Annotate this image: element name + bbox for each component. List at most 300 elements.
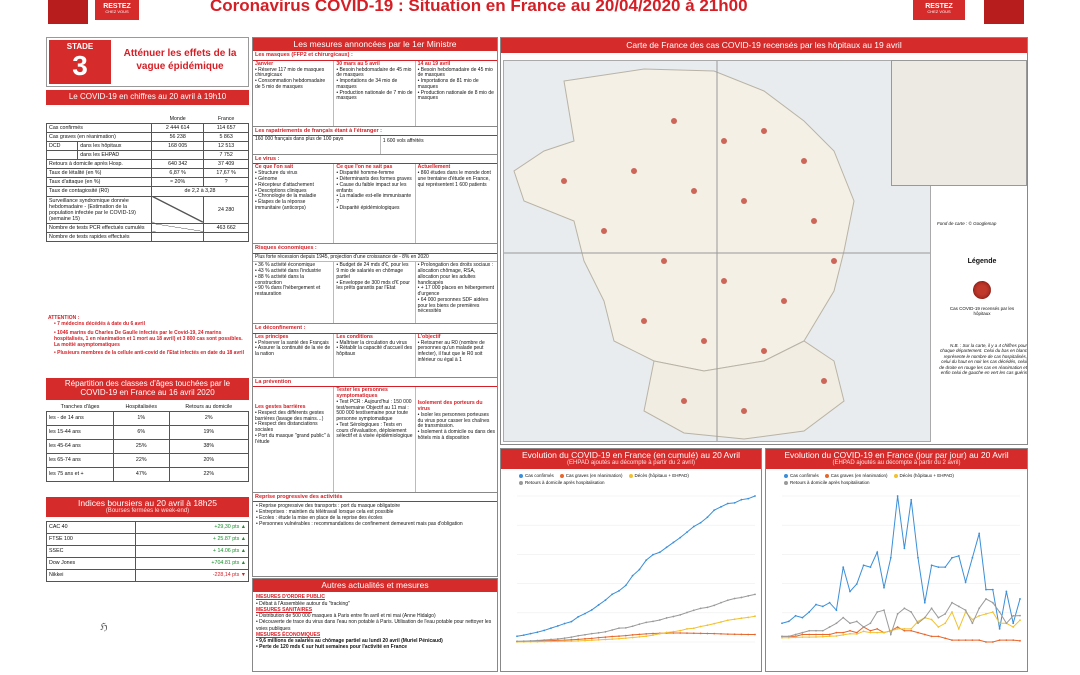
data-point <box>537 632 539 634</box>
bullet-text: Descriptions cliniques <box>258 187 307 194</box>
bullet-text: Distribution de 500 000 masques à Paris entre fin avril et mi mai (Anne Hidalgo) <box>259 613 436 620</box>
data-point <box>618 636 620 638</box>
bullet-text: Production nationale de 8 mio de masques <box>417 89 494 102</box>
col-head: Isolement des porteurs du virus <box>417 399 483 412</box>
legende-item: Cas COVID-19 recensés par les hôpitaux <box>949 306 1015 317</box>
row-france: ? <box>204 178 249 187</box>
data-point <box>904 628 906 630</box>
emblem-right <box>984 0 1024 24</box>
data-point <box>910 499 912 501</box>
data-point <box>666 632 668 634</box>
data-point <box>842 617 844 619</box>
data-point <box>700 626 702 628</box>
data-point <box>632 637 634 639</box>
data-point <box>605 639 607 641</box>
data-point <box>849 623 851 625</box>
row-monde: 56 238 <box>152 132 204 141</box>
logo-line2-right: CHEZ VOUS <box>927 9 951 14</box>
emblem-left <box>48 0 88 24</box>
bullet: • Disparité homme-femme <box>336 170 395 177</box>
bullet: • Isolement à domicile ou dans des hôtels mis à disposition <box>417 429 496 441</box>
bullet-text: 88 % activité dans la construction <box>255 273 304 286</box>
bullet: • Préserver la santé des Français <box>255 339 329 346</box>
bullet: • Production nationale de 8 mio de masques <box>417 89 494 102</box>
indices-table <box>46 521 249 582</box>
data-point <box>897 628 899 630</box>
data-point <box>727 620 729 622</box>
data-point <box>1012 640 1014 642</box>
table-row <box>47 232 249 241</box>
table-row <box>47 132 249 141</box>
data-point <box>679 614 681 616</box>
col-head: Actuellement <box>417 164 451 171</box>
bullet-text: La maladie est-elle immunisante ? <box>336 193 412 205</box>
data-point <box>720 506 722 508</box>
data-point <box>734 634 736 636</box>
bullet: • Structure du virus <box>255 170 298 177</box>
surveillance-value: 24 280 <box>204 196 249 223</box>
data-point <box>876 632 878 634</box>
row-france: 5 863 <box>204 132 249 141</box>
data-point <box>598 637 600 639</box>
bullet-text: Importations de 34 mio de masques <box>336 78 398 90</box>
data-point <box>693 628 695 630</box>
data-point <box>938 567 940 569</box>
rapatriement-right: 1 600 vols affrétés <box>382 137 424 144</box>
data-point <box>543 641 545 643</box>
data-point <box>700 522 702 524</box>
data-point <box>720 602 722 604</box>
reprise-title: Reprise progressive des activités <box>253 493 497 502</box>
data-point <box>707 607 709 609</box>
chart-cumul <box>500 448 762 672</box>
deconf-col <box>416 334 497 377</box>
data-point <box>659 633 661 635</box>
bullet-text: Ecoles : étude la mise en place de la reprise des écoles <box>259 514 383 521</box>
col-head: Les conditions <box>336 333 373 340</box>
bullet: • 90 % dans l'hébergement et restauration <box>255 285 321 298</box>
data-point <box>700 608 702 610</box>
data-point <box>992 589 994 591</box>
data-point <box>795 637 797 639</box>
data-point <box>808 630 810 632</box>
bullet-text: Isolement à domicile ou dans des hôtels mis à disposition <box>417 429 496 441</box>
data-point <box>747 498 749 500</box>
attention-item: • 1046 marins du Charles De Gaulle infectés par le Covid-19, 24 marins hospitalisés, 1 en réanimation et 1 mort au 18 avril) et 3 800 cas sont possibles. La moitié asymptomatiques <box>54 329 243 348</box>
legend-swatch <box>784 474 788 478</box>
data-point <box>951 557 953 559</box>
table-row <box>47 169 249 178</box>
data-point <box>530 640 532 642</box>
row-monde: 6,87 % <box>152 169 204 178</box>
bullet-text: Cause du faible impact sur les enfants <box>336 181 407 194</box>
ages-head: Hospitalisées <box>125 403 157 410</box>
data-point <box>815 630 817 632</box>
bullet-text: Perte de 120 mds € sur huit semaines pour l'activité en France <box>259 644 408 651</box>
data-point <box>836 632 838 634</box>
ages-head: Retours au domicile <box>185 403 233 410</box>
data-point <box>904 548 906 550</box>
bullet-text: Isoler les personnes porteuses du virus pour casser les chaînes de transmission. <box>417 411 490 430</box>
data-point <box>734 619 736 621</box>
data-point <box>999 640 1001 642</box>
data-point <box>958 606 960 608</box>
legend-item: Cas confirmés <box>519 473 554 478</box>
table-row <box>47 160 249 169</box>
table-row <box>47 533 249 545</box>
data-point <box>788 621 790 623</box>
row-label: Retours à domicile après Hosp. <box>47 160 152 169</box>
restez-chez-vous-logo-right <box>913 0 965 20</box>
data-point <box>870 567 872 569</box>
data-point <box>972 623 974 625</box>
deconf-col <box>253 334 334 377</box>
legend-swatch <box>825 474 829 478</box>
data-point <box>944 623 946 625</box>
data-point <box>890 634 892 636</box>
data-point <box>958 628 960 630</box>
stade-number: 3 <box>72 50 88 82</box>
data-point <box>856 584 858 586</box>
data-point <box>686 633 688 635</box>
bullet-text: 860 études dans le monde dont une trentaine d'étude en France, qui représentent 1 600 patients <box>417 170 491 188</box>
data-point <box>1019 615 1021 617</box>
data-point <box>686 628 688 630</box>
data-point <box>829 627 831 629</box>
bullet: • Cause du faible impact sur les enfants <box>336 181 407 194</box>
bullet: • 88 % activité dans la construction <box>255 273 304 286</box>
data-point <box>917 557 919 559</box>
legend-item: Cas confirmés <box>784 473 819 478</box>
data-point <box>999 612 1001 614</box>
bullet-text: Respect des différents gestes barrières (lavage des mains…) <box>255 409 324 422</box>
data-point <box>727 503 729 505</box>
data-point <box>1012 623 1014 625</box>
data-point <box>870 623 872 625</box>
rapatriement-left: 160 000 français dans plus de 100 pays <box>253 136 381 154</box>
data-point <box>870 632 872 634</box>
indices-title: Indices boursiers au 20 avril à 18h25 <box>78 498 217 508</box>
data-point <box>523 635 525 637</box>
table-row <box>47 569 249 581</box>
col-france: France <box>217 115 235 122</box>
data-point <box>883 632 885 634</box>
data-point <box>849 630 851 632</box>
bullet-text: Respect des distanciations sociales <box>255 421 318 434</box>
logo-line1-right: RESTEZ <box>925 3 953 10</box>
bullet-text: Reprise progressive des transports : port du masque obligatoire <box>259 503 401 510</box>
data-point <box>707 517 709 519</box>
age-cell: les 15-44 ans <box>47 425 114 439</box>
data-point <box>829 602 831 604</box>
data-point <box>992 642 994 644</box>
ages-head: Tranches d'âges <box>60 403 100 410</box>
data-point <box>938 627 940 629</box>
data-point <box>815 604 817 606</box>
age-cell: 25% <box>113 439 169 453</box>
row-monde: 2 444 614 <box>152 123 204 132</box>
data-point <box>516 636 518 638</box>
bullet-text: Assurer la continuité de la vie de la nation <box>255 345 331 358</box>
data-point <box>734 598 736 600</box>
chiffres-section <box>46 90 249 242</box>
data-point <box>707 625 709 627</box>
bullet: • Descriptions cliniques <box>255 187 307 194</box>
table-row <box>47 151 249 160</box>
age-cell: 1% <box>113 411 169 425</box>
stade-label: STADE <box>66 42 94 51</box>
data-point <box>605 600 607 602</box>
data-point <box>842 632 844 634</box>
ages-section <box>46 378 249 482</box>
bullet-text: Entreprises : maintien du télétravail lorsque cela est possible <box>259 509 394 516</box>
data-point <box>713 633 715 635</box>
data-point <box>591 638 593 640</box>
data-point <box>938 636 940 638</box>
col-head: Tester les personnes symptomatiques <box>336 386 388 399</box>
data-point <box>829 636 831 638</box>
data-point <box>543 640 545 642</box>
data-point <box>639 634 641 636</box>
row-label: dans les hôpitaux <box>80 143 122 150</box>
bullet: • Déterminants des formes graves <box>336 176 412 182</box>
bullet-text: Personnes vulnérables : recommandations de confinement demeurent mais pas d'obligation <box>259 520 463 527</box>
bullet-text: 90 % dans l'hébergement et restauration <box>255 285 321 298</box>
bullet-text: Budget de 24 mds d'€, pour les 9 mio de salariés en chômage partiel <box>336 262 409 280</box>
chart-cumul-title: Evolution du COVID-19 en France (en cumulé) au 20 Avril <box>521 450 741 460</box>
data-point <box>611 639 613 641</box>
data-point <box>564 623 566 625</box>
data-point <box>802 637 804 639</box>
data-point <box>863 627 865 629</box>
age-cell: 47% <box>113 467 169 481</box>
age-cell: 19% <box>169 425 249 439</box>
bullet: • Test PCR : Aujourd'hui : 150 000 test/semaine Objectif au 11 mai : 500 000 test/semaine pour toute personne symptomatique <box>336 398 412 423</box>
bullet: • Production nationale de 7 mio de masques <box>336 89 413 102</box>
stade-box <box>46 37 249 87</box>
data-point <box>972 557 974 559</box>
table-row <box>47 545 249 557</box>
data-point <box>611 594 613 596</box>
data-point <box>693 610 695 612</box>
data-point <box>673 542 675 544</box>
bullet-text: Réserve 117 mio de masques chirurgicaux <box>255 66 325 79</box>
title-date: 20/04/2020 à 21h00 <box>595 0 748 15</box>
ages-table <box>46 403 249 482</box>
table-row <box>47 439 249 453</box>
bullet-text: Besoin hebdomadaire de 45 mio de masques <box>336 66 412 79</box>
data-point <box>611 630 613 632</box>
data-point <box>557 638 559 640</box>
data-point <box>802 632 804 634</box>
table-row <box>47 467 249 481</box>
legend-swatch <box>784 481 788 485</box>
arrow-up-icon: ▲ <box>240 560 246 567</box>
bullet-text: Prolongation des droits sociaux : allocation chômage, RSA, allocation pour les adultes handicapés <box>417 262 494 286</box>
table-row <box>47 557 249 569</box>
legend-item: Cas graves (en réanimation) <box>560 473 623 478</box>
autres-section <box>252 578 498 672</box>
index-name: SSEC <box>47 545 136 557</box>
data-point <box>564 638 566 640</box>
bullet: • Isoler les personnes porteuses du virus pour casser les chaînes de transmission. <box>417 411 490 430</box>
data-point <box>924 617 926 619</box>
bullet: • Consommation hebdomadaire de 5 mio de masques <box>255 78 326 90</box>
data-point <box>659 552 661 554</box>
attention-item: • Plusieurs membres de la cellule anti-covid de l'Etat infectés en date du 18 avril <box>54 350 244 357</box>
data-point <box>917 632 919 634</box>
data-point <box>645 560 647 562</box>
arrow-up-icon: ▲ <box>240 548 246 555</box>
data-point <box>951 602 953 604</box>
data-point <box>931 619 933 621</box>
data-point <box>686 612 688 614</box>
prevention-title: La prévention <box>253 378 497 387</box>
masques-title: Les masques (FFP2 et chirurgicaux) : <box>253 51 497 60</box>
data-point <box>598 604 600 606</box>
data-point <box>625 585 627 587</box>
data-point <box>720 622 722 624</box>
data-point <box>999 628 1001 630</box>
age-cell: 38% <box>169 439 249 453</box>
map-nb: N.B. : Sur la carte, il y a 4 chiffres pour chaque département. Celui du bas en blanc représente le nombre de cas hospitalisés, celui du haut en noir les cas décédés, celui de droite en rouge les cas en réanimation et enfin celui de gauche en vert les cas guéris <box>939 343 1027 375</box>
chart-jour-subtitle: (EHPAD ajoutés au décompte à partir du 2 avril) <box>832 460 961 467</box>
data-point <box>550 641 552 643</box>
age-cell: 20% <box>169 453 249 467</box>
data-point <box>944 613 946 615</box>
data-point <box>972 640 974 642</box>
risques-col <box>253 262 334 323</box>
data-point <box>652 554 654 556</box>
bullet: • Étapes de la réponse immunitaire (anticorps) <box>255 199 306 211</box>
data-point <box>639 624 641 626</box>
data-point <box>795 615 797 617</box>
data-point <box>652 621 654 623</box>
masques-col <box>334 61 415 126</box>
table-row <box>47 453 249 467</box>
bullet: • Réserve 117 mio de masques chirurgicaux <box>255 66 325 79</box>
data-point <box>639 636 641 638</box>
bullet-text: Déterminants des formes graves <box>339 176 412 182</box>
data-point <box>856 621 858 623</box>
data-point <box>822 636 824 638</box>
data-point <box>938 617 940 619</box>
index-name: CAC 40 <box>47 521 136 533</box>
bullet: • Ecoles : étude la mise en place de la reprise des écoles <box>256 514 383 521</box>
map-drawing <box>504 61 931 442</box>
data-point <box>584 638 586 640</box>
data-point <box>849 591 851 593</box>
data-point <box>754 594 756 596</box>
bullet: • Chronologie de la maladie <box>255 193 317 200</box>
data-point <box>876 552 878 554</box>
data-point <box>1012 627 1014 629</box>
data-point <box>815 636 817 638</box>
data-point <box>577 635 579 637</box>
data-point <box>958 555 960 557</box>
data-point <box>849 633 851 635</box>
bullet-text: 36 % activité économique <box>258 262 316 269</box>
age-cell: 6% <box>113 425 169 439</box>
series-line <box>517 496 755 636</box>
data-point <box>605 631 607 633</box>
virus-icon <box>973 281 991 299</box>
bullet: • 9,6 millions de salariés au chômage partiel au lundi 20 avril (Muriel Pénicaud) <box>256 638 443 645</box>
deconf-grid <box>253 334 497 378</box>
data-point <box>985 642 987 644</box>
data-point <box>741 634 743 636</box>
data-point <box>1006 591 1008 593</box>
bullet-text: Port du masque "grand public" à l'étude <box>255 432 330 445</box>
row-label: Cas graves (en réanimation) <box>47 132 152 141</box>
france-map <box>503 60 931 442</box>
data-point <box>693 526 695 528</box>
index-value: +29,30 pts <box>214 524 240 531</box>
pcr-label: Nombre de tests PCR effectués cumulés <box>47 223 152 232</box>
ages-title: Répartition des classes d'âges touchées par le COVID-19 en France au 16 avril 2020 <box>46 378 249 400</box>
data-point <box>679 633 681 635</box>
bullet: • Découverte de trace du virus dans l'eau non potable à Paris. Utilisation de l'eau potable pour nettoyer les voies publiques <box>256 619 492 632</box>
data-point <box>972 619 974 621</box>
legend-swatch <box>894 474 898 478</box>
data-point <box>910 628 912 630</box>
data-point <box>530 633 532 635</box>
data-point <box>985 613 987 615</box>
data-point <box>611 636 613 638</box>
risques-grid <box>253 262 497 324</box>
chart-cumul-header <box>501 449 761 469</box>
legend-swatch <box>629 474 633 478</box>
attention-text: 1046 marins du Charles De Gaulle infectés par le Covid-19, 24 marins hospitalisés, 1 en réanimation et 1 mort au 18 avril) et 3 800 cas sont possibles. La moitié asymptomatiques <box>54 329 243 348</box>
data-point <box>618 638 620 640</box>
rapides-label: Nombre de tests rapides effectués <box>47 232 152 241</box>
age-cell: 22% <box>113 453 169 467</box>
data-point <box>842 567 844 569</box>
data-point <box>564 641 566 643</box>
pcr-value: 463 662 <box>204 223 249 232</box>
masques-col <box>253 61 334 126</box>
data-point <box>985 589 987 591</box>
data-point <box>781 636 783 638</box>
col-head: Les principes <box>255 333 289 340</box>
arrow-up-icon: ▲ <box>240 536 246 543</box>
age-cell: 22% <box>169 467 249 481</box>
data-point <box>673 616 675 618</box>
age-cell: les - de 14 ans <box>47 411 114 425</box>
data-point <box>978 615 980 617</box>
bullet: • Entreprises : maintien du télétravail lorsque cela est possible <box>256 509 394 516</box>
data-point <box>645 633 647 635</box>
data-point <box>659 620 661 622</box>
virus-grid <box>253 164 497 244</box>
title-situation: : Situation en France au <box>393 0 596 15</box>
chiffres-title: Le COVID-19 en chiffres au 20 avril à 19h10 <box>46 90 249 105</box>
data-point <box>727 634 729 636</box>
chart-legend <box>501 469 761 487</box>
inset-map <box>891 60 1027 186</box>
bullet-text: Retourner au R0 (nombre de personnes qu'un malade peut infecter), il faut que le R0 soit inférieur ou égal à 1 <box>417 339 485 363</box>
prevention-col <box>334 387 415 492</box>
attention-text: 7 médecins décédés à date du 6 avril <box>57 321 145 328</box>
data-point <box>584 634 586 636</box>
data-point <box>917 623 919 625</box>
virus-title: Le virus : <box>253 155 497 164</box>
rapatriement-title: Les rapatriements de français étant à l'étranger : <box>253 127 497 136</box>
col-head: Janvier <box>255 60 274 67</box>
chiffres-table <box>46 115 249 242</box>
legende-title: Légende <box>967 258 997 265</box>
arrow-down-icon: ▼ <box>240 572 246 579</box>
